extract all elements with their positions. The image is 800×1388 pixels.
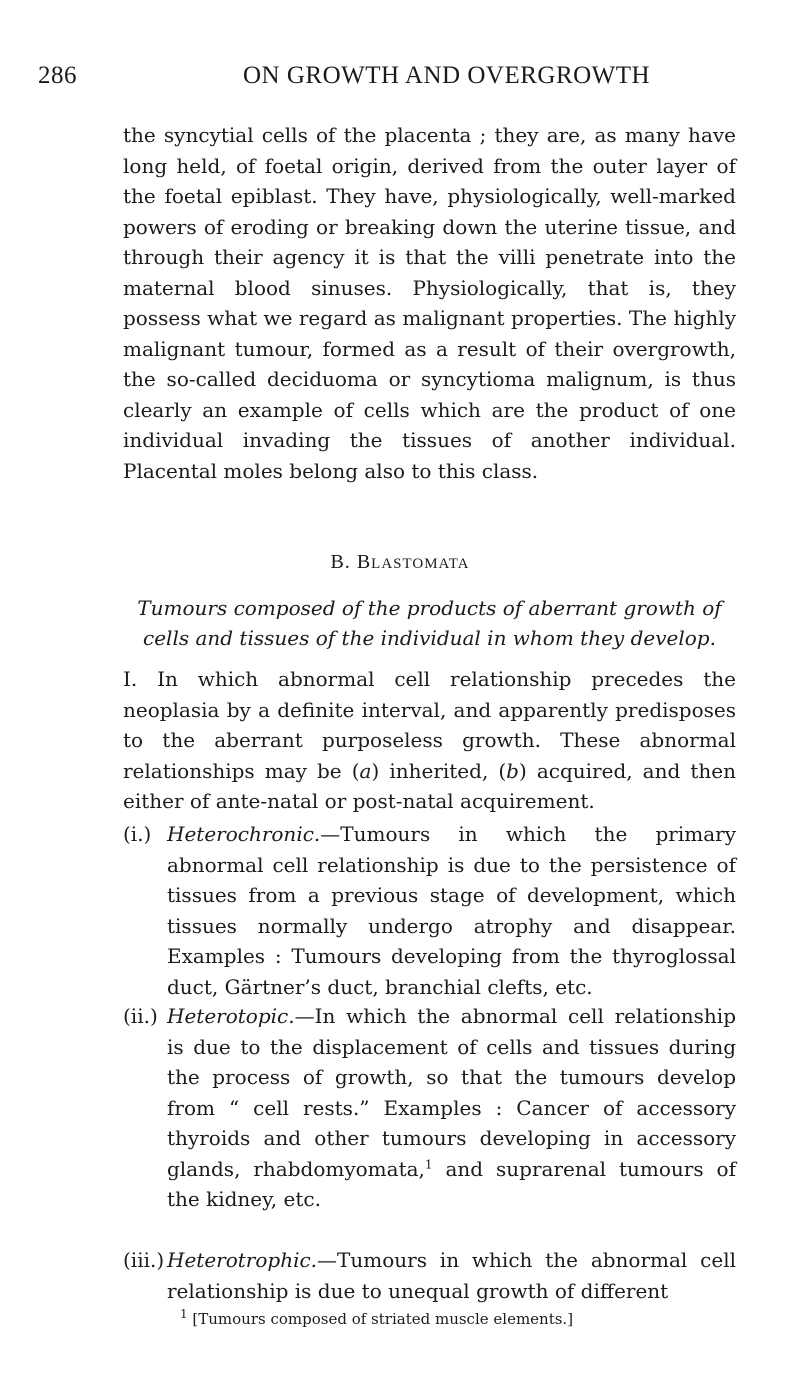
paragraph-placenta: the syncytial cells of the placenta ; they are, as many have long held, of foetal origin, derived from the outer layer of the foetal epiblast. They have, physiologically, well-marked powers of eroding or breaking down the uterine tissue, and through their agency it is that the villi penetrate into the maternal blood sinuses. Physiologically, that is, they possess what we regard as malignant properties. The highly malignant tumour, formed as a result of their overgrowth, the so-called deciduoma or syncytioma malignum, is thus clearly an example of cells which are the product of one individual invading the tissues of another individual. Placental moles belong also to this class.	[123, 123, 736, 483]
list-item-heterotrophic	[123, 1245, 736, 1306]
footnote-ref: 1	[424, 1156, 433, 1171]
item-term: Heterotopic.	[167, 1004, 295, 1028]
list-item-heterotopic	[123, 1001, 736, 1215]
page-number: 286	[38, 62, 77, 89]
paragraph-class-one	[123, 664, 736, 817]
footnote	[180, 1308, 740, 1330]
para2-lead: I. In which abnormal cell relationship precedes the neoplasia by a definite interval, and apparently predisposes to the aberrant purposeless growth. These abnormal relationships may be (	[123, 667, 736, 783]
footnote-text: [Tumours composed of striated muscle elements.]	[187, 1310, 574, 1328]
item-term: Heterochronic.	[167, 822, 321, 846]
item-text: —Tumours in which the primary abnormal cell relationship is due to the persistence of tissues from a previous stage of development, which tissues normally undergo atrophy and disappear. Examples : Tumours developing from the thyroglossal duct, Gärtner’s duct, branchial clefts, etc.	[167, 822, 736, 999]
para2-a: a	[359, 758, 372, 783]
section-title-rest: LASTOMATA	[371, 556, 470, 572]
running-head: ON GROWTH AND OVERGROWTH	[243, 62, 651, 89]
section-subtitle: Tumours composed of the products of aberrant growth of cells and tissues of the individual in whom they develop.	[137, 596, 722, 650]
item-number: (i.)	[123, 822, 152, 846]
item-number: (ii.)	[123, 1004, 158, 1028]
para2-b: b	[506, 758, 519, 783]
para2-mid: ) inherited, (	[371, 758, 507, 783]
item-text-after: and suprarenal tumours of the kidney, etc.	[167, 1156, 736, 1211]
para2-tail: ) acquired, and then either of ante-natal or post-natal acquirement.	[123, 758, 736, 813]
item-term: Heterotrophic.	[167, 1248, 318, 1272]
item-text-before: —In which the abnormal cell relationship is due to the displacement of cells and tissues during the process of growth, so that the tumours develop from “ cell rests.” Examples : Cancer of accessory thyroids and other tumours developing in accessory glands, rhabdomyomata,	[167, 1004, 736, 1181]
page-header	[38, 62, 756, 98]
list-item-heterochronic	[123, 819, 736, 1002]
item-text: —Tumours in which the abnormal cell relationship is due to unequal growth of different	[167, 1248, 736, 1303]
section-heading	[0, 551, 800, 574]
section-letter: B.	[330, 551, 351, 573]
footnote-mark: 1	[180, 1307, 188, 1321]
section-title-initial: B	[356, 551, 372, 573]
item-number: (iii.)	[123, 1248, 165, 1272]
